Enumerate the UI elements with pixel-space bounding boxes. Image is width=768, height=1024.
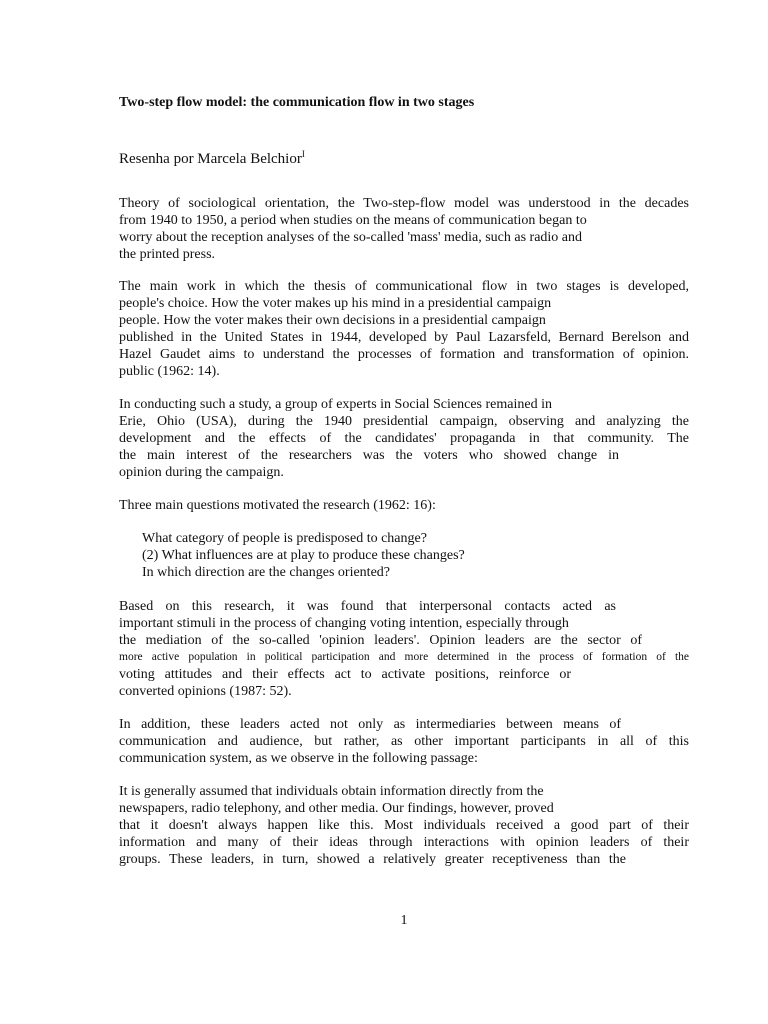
paragraph: [119, 783, 689, 868]
text-line: published in the United States in 1944, developed by Paul Lazarsfeld, Bernard Berelson and: [119, 330, 689, 345]
text-line: Erie, Ohio (USA), during the 1940 presidential campaign, observing and analyzing the: [119, 414, 689, 429]
text-line: important stimuli in the process of changing voting intention, especially through: [119, 616, 569, 631]
list-item: What category of people is predisposed to change?: [142, 531, 427, 546]
page-number: 1: [400, 913, 408, 928]
paragraph: [119, 195, 689, 263]
byline: [119, 145, 305, 168]
document-title: Two-step flow model: the communication flow in two stages: [119, 95, 475, 110]
text-line: people's choice. How the voter makes up his mind in a presidential campaign: [119, 296, 552, 311]
text-line: Theory of sociological orientation, the Two-step-flow model was understood in the decades: [119, 196, 689, 211]
text-line: Three main questions motivated the research (1962: 16):: [119, 498, 436, 513]
text-line: newspapers, radio telephony, and other media. Our findings, however, proved: [119, 801, 554, 816]
text-line: that it doesn't always happen like this. Most individuals received a good part of their: [119, 818, 689, 833]
text-line: development and the effects of the candidates' propaganda in that community. The: [119, 431, 689, 446]
list-item: In which direction are the changes oriented?: [142, 565, 391, 580]
text-line: communication and audience, but rather, as other important participants in all of this: [119, 734, 689, 749]
byline-text: Resenha por Marcela Belchior: [119, 151, 302, 167]
text-line: opinion during the campaign.: [119, 465, 284, 480]
text-line: more active population in political participation and more determined in the process of formation of the: [119, 651, 689, 663]
text-line: Hazel Gaudet aims to understand the processes of formation and transformation of opinion.: [119, 347, 689, 362]
list-item: (2) What influences are at play to produce these changes?: [142, 548, 465, 563]
text-line: from 1940 to 1950, a period when studies on the means of communication began to: [119, 213, 587, 228]
text-line: voting attitudes and their effects act to activate positions, reinforce or: [119, 667, 571, 682]
paragraph: [119, 497, 689, 514]
question-list: [142, 530, 662, 581]
text-line: groups. These leaders, in turn, showed a relatively greater receptiveness than the: [119, 852, 626, 867]
text-line: converted opinions (1987: 52).: [119, 684, 292, 699]
text-line: In addition, these leaders acted not only as intermediaries between means of: [119, 717, 621, 732]
paragraph: [119, 598, 689, 700]
text-line: communication system, as we observe in the following passage:: [119, 751, 478, 766]
paragraph: [119, 716, 689, 767]
text-line: information and many of their ideas through interactions with opinion leaders of their: [119, 835, 689, 850]
paragraph: [119, 278, 689, 380]
text-line: the printed press.: [119, 247, 216, 262]
text-line: the mediation of the so-called 'opinion leaders'. Opinion leaders are the sector of: [119, 633, 642, 648]
text-line: the main interest of the researchers was the voters who showed change in: [119, 448, 619, 463]
text-line: worry about the reception analyses of the so-called 'mass' media, such as radio and: [119, 230, 583, 245]
text-line: The main work in which the thesis of communicational flow in two stages is developed,: [119, 279, 689, 294]
paragraph: [119, 396, 689, 481]
text-line: It is generally assumed that individuals obtain information directly from the: [119, 784, 544, 799]
footnote-marker: I: [301, 149, 305, 159]
text-line: In conducting such a study, a group of experts in Social Sciences remained in: [119, 397, 552, 412]
text-line: Based on this research, it was found that interpersonal contacts acted as: [119, 599, 616, 614]
text-line: people. How the voter makes their own decisions in a presidential campaign: [119, 313, 546, 328]
text-line: public (1962: 14).: [119, 364, 220, 379]
